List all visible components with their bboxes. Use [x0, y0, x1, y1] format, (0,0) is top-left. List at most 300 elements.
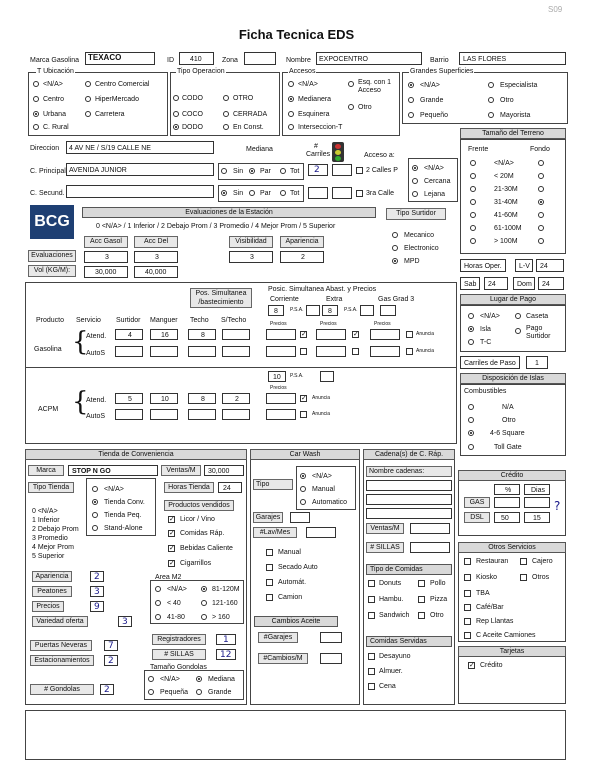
ubicacion-title: T Ubicación — [37, 68, 74, 75]
estac-field[interactable] — [104, 655, 118, 666]
gas-autos-price-2[interactable] — [316, 346, 346, 357]
num-gondolas-value: 2 — [104, 685, 110, 695]
ubicacion-cc-label: Centro Comercial — [95, 81, 150, 88]
tienda-precios-label: Precios — [32, 601, 64, 612]
otros-checkbox[interactable] — [520, 574, 527, 581]
extra-psa-field-2[interactable] — [360, 305, 374, 316]
credito-pct-header — [494, 484, 520, 495]
islas-na-label: N/A — [502, 404, 514, 411]
hambu-checkbox[interactable] — [368, 596, 375, 603]
registr-field[interactable] — [216, 634, 236, 645]
precios-label-2: Precios — [320, 321, 337, 327]
ubicacion-na-label: <N/A> — [43, 81, 63, 88]
carriles-paso-field[interactable] — [526, 356, 548, 369]
accesos-otro-radio[interactable] — [348, 104, 354, 110]
pago-isla-radio[interactable] — [468, 326, 474, 332]
gas-atend-mang-field[interactable] — [150, 329, 178, 340]
gondolas-mediana-radio[interactable] — [196, 676, 202, 682]
apariencia-button[interactable]: Apariencia — [280, 236, 324, 248]
cadenas-nombre-field-1[interactable] — [366, 480, 452, 491]
carwash-manual-label: Manual — [312, 486, 335, 493]
cafe-label: Café/Bar — [476, 604, 504, 611]
acceso-a-cercana-label: Cercana — [424, 178, 451, 185]
principal-field[interactable] — [66, 163, 214, 176]
gasolina-atend-label: Atend. — [86, 333, 107, 340]
islas-sub: Combustibles — [464, 388, 507, 395]
accesos-otro-label: Otro — [358, 104, 372, 111]
acceso-a-cercana-radio[interactable] — [412, 178, 418, 184]
surtidor-mecanico-radio[interactable] — [392, 232, 398, 238]
acceso-a-na-label: <N/A> — [424, 165, 444, 172]
carwash-manual-radio[interactable] — [300, 486, 306, 492]
tarjetas-credito-checkbox[interactable]: ✓ — [469, 662, 475, 669]
gondolas-title: Tamaño Gondolas — [150, 664, 207, 671]
id-value: 410 — [190, 56, 202, 63]
islas-otro-label: Otro — [502, 417, 516, 424]
otros-label: Otros — [532, 574, 550, 581]
acpm-autos-surt-field[interactable] — [115, 409, 143, 420]
credito-gas-dias[interactable] — [524, 497, 550, 508]
superficies-especialista-radio[interactable] — [488, 82, 494, 88]
calles-2p-checkbox[interactable] — [356, 167, 363, 174]
cw-manual-label: Manual — [278, 549, 301, 556]
pago-caseta-radio[interactable] — [515, 313, 521, 319]
superficies-pequeno-label: Pequeño — [420, 112, 449, 119]
pago-tc-label: T-C — [480, 339, 492, 346]
cw-secado-label: Secado Auto — [278, 564, 318, 571]
terreno-fondo-label: Fondo — [530, 146, 550, 153]
gas-autos-price-1[interactable] — [266, 346, 296, 357]
superficies-mayorista-radio[interactable] — [488, 112, 494, 118]
mediana2-sin-radio[interactable] — [221, 190, 227, 196]
area-40-radio[interactable] — [155, 600, 161, 606]
pizza-checkbox[interactable] — [418, 596, 425, 603]
barrio-field[interactable] — [459, 52, 566, 65]
licor-checkbox[interactable]: ✓ — [169, 516, 175, 523]
evaluaciones-scale: 0 <N/A> / 1 Inferior / 2 Debajo Prom / 3 Promedio / 4 Mejor Prom / 5 Superior — [96, 223, 336, 230]
cw-automat-checkbox[interactable] — [266, 579, 273, 586]
cw-camion-checkbox[interactable] — [266, 594, 273, 601]
gas-atend-price-2[interactable] — [316, 329, 346, 340]
eval-visibilidad-field[interactable] — [229, 251, 273, 263]
gas-autos-price-3[interactable] — [370, 346, 400, 357]
ubicacion-urbana-label: Urbana — [43, 111, 66, 118]
lv-value: 24 — [540, 263, 548, 270]
extra-psa-value: 8 — [328, 308, 332, 315]
pollo-checkbox[interactable] — [418, 580, 425, 587]
dom-label-box — [513, 277, 535, 290]
acpm-atend-mang-field[interactable] — [150, 393, 178, 404]
almuer-label: Almuer. — [379, 668, 403, 675]
tienda-apariencia-field[interactable] — [90, 571, 104, 582]
comidas-checkbox[interactable]: ✓ — [169, 530, 175, 537]
sab-label: Sab — [464, 281, 477, 288]
id-field[interactable] — [179, 52, 214, 65]
islas-otro-radio[interactable] — [468, 417, 474, 423]
carriles-paso-label: Carriles de Paso — [464, 360, 516, 367]
gas-atend-surt-field[interactable] — [115, 329, 143, 340]
fondo-radio-3[interactable] — [538, 199, 544, 205]
aceite-camiones-checkbox[interactable] — [464, 632, 471, 639]
carwash-na-radio[interactable] — [300, 473, 306, 479]
islas-toll-radio[interactable] — [468, 444, 474, 450]
notes-box[interactable] — [25, 710, 566, 760]
tienda-scale-0: 0 <N/A> — [32, 508, 58, 515]
gas-autos-anuncia-1[interactable] — [300, 348, 307, 355]
gas-atend-stecho-field[interactable] — [222, 329, 250, 340]
tienda-conv-radio[interactable] — [92, 499, 98, 505]
superficies-na-label: <N/A> — [420, 82, 440, 89]
cw-automat-label: Automát. — [278, 579, 307, 586]
surtidor-mpd-label: MPD — [404, 258, 420, 265]
sab-field[interactable] — [484, 277, 508, 290]
rep-llantas-checkbox[interactable] — [464, 618, 471, 625]
ubicacion-carretera-radio[interactable] — [85, 111, 91, 117]
ubicacion-hiper-radio[interactable] — [85, 96, 91, 102]
gas-autos-techo-field[interactable] — [188, 346, 216, 357]
accesos-esq1-radio[interactable] — [348, 81, 354, 87]
pago-na-label: <N/A> — [480, 313, 500, 320]
cena-checkbox[interactable] — [368, 683, 375, 690]
acceso-a-na-radio[interactable] — [412, 165, 418, 171]
tienda-peatones-field[interactable] — [90, 586, 104, 597]
gas-atend-anuncia-1[interactable]: ✓ — [301, 331, 307, 338]
tienda-peq-radio[interactable] — [92, 512, 98, 518]
acpm-label: ACPM — [38, 406, 59, 413]
zona-field[interactable] — [244, 52, 276, 65]
acpm-atend-surt-field[interactable] — [115, 393, 143, 404]
area-41-label: 41-80 — [167, 614, 185, 621]
sandwich-label: Sandwich — [379, 612, 410, 619]
carwash-tipo-label: Tipo — [253, 479, 293, 490]
garajes-field[interactable] — [290, 512, 310, 523]
credito-dsl-label: DSL — [464, 512, 490, 523]
mediana2-tot-label: Tot — [290, 190, 300, 197]
corr-psa-field-2[interactable] — [306, 305, 320, 316]
donuts-checkbox[interactable] — [368, 580, 375, 587]
pizza-label: Pizza — [430, 596, 448, 603]
superficies-title: Grandes Superficies — [410, 68, 474, 75]
fondo-radio-4[interactable] — [538, 212, 544, 218]
cadenas-nombre-field-2[interactable] — [366, 494, 452, 505]
acpm-psa-field[interactable] — [268, 371, 286, 382]
acpm-autos-stecho-field[interactable] — [222, 409, 250, 420]
marca-label: Marca Gasolina — [30, 57, 80, 64]
acpm-autos-anuncia-label: Anuncia — [312, 411, 331, 417]
surtidor-title: Tipo Surtidor — [386, 208, 446, 220]
frente-radio-3[interactable] — [470, 199, 476, 205]
frente-radio-0[interactable] — [470, 160, 476, 166]
marca-value: TEXACO — [88, 53, 122, 62]
terreno-option-label: <N/A> — [494, 160, 514, 167]
gas-atend-price-1[interactable] — [266, 329, 296, 340]
accesos-intersec-radio[interactable] — [288, 124, 294, 130]
surtidor-electronico-label: Electronico — [404, 245, 439, 252]
pago-na-radio[interactable] — [468, 313, 474, 319]
credito-gas-pct[interactable] — [494, 497, 520, 508]
restauran-checkbox[interactable] — [464, 558, 471, 565]
eval-apariencia-field[interactable] — [280, 251, 324, 263]
eval-acc-gasol-field[interactable] — [84, 251, 128, 263]
tienda-variedad-field[interactable] — [118, 616, 132, 627]
fondo-radio-2[interactable] — [538, 186, 544, 192]
accesos-intersec-label: Interseccion-T — [298, 124, 343, 131]
frente-radio-1[interactable] — [470, 173, 476, 179]
tienda-stand-radio[interactable] — [92, 525, 98, 531]
gas-atend-anuncia-2[interactable]: ✓ — [353, 331, 359, 338]
pago-surtidor-radio[interactable] — [515, 328, 521, 334]
fondo-radio-6[interactable] — [538, 238, 544, 244]
direccion-value: 4 AV NE / S/19 CALLE NE — [69, 145, 151, 152]
acc-del-button[interactable]: Acc Del — [134, 236, 178, 248]
operacion-dodo-label: DODO — [182, 124, 203, 131]
lav-label: #Lav/Mes — [253, 527, 297, 538]
credito-dias-header — [524, 484, 550, 495]
acpm-autos-anuncia[interactable] — [300, 411, 307, 418]
fondo-radio-0[interactable] — [538, 160, 544, 166]
mediana1-sin-label: Sin — [233, 168, 244, 175]
islas-na-radio[interactable] — [468, 404, 474, 410]
cadenas-nombre-field-3[interactable] — [366, 508, 452, 519]
vol-field-1[interactable] — [84, 266, 128, 278]
dom-field[interactable] — [538, 277, 564, 290]
ubicacion-urbana-radio[interactable] — [33, 111, 39, 117]
cadenas-sillas-label: # SILLAS — [366, 542, 404, 553]
gasolina-brace: { — [72, 327, 89, 357]
frente-radio-5[interactable] — [470, 225, 476, 231]
bebidas-checkbox[interactable]: ✓ — [169, 545, 175, 552]
almuer-checkbox[interactable] — [368, 668, 375, 675]
operacion-coco-radio[interactable] — [173, 111, 179, 117]
tienda-apariencia-value: 2 — [94, 572, 100, 582]
tienda-na-radio[interactable] — [92, 486, 98, 492]
mediana2-tot-radio[interactable] — [280, 190, 286, 196]
ubicacion-rural-radio[interactable] — [33, 124, 39, 130]
horas-tienda-value: 24 — [223, 485, 231, 492]
carriles-field-2[interactable] — [332, 164, 352, 176]
mediana1-par-radio[interactable] — [249, 168, 255, 174]
area-na-radio[interactable] — [155, 586, 161, 592]
carriles-field-1[interactable] — [308, 164, 328, 176]
credito-dsl-dias-value: 15 — [533, 515, 541, 522]
fondo-radio-5[interactable] — [538, 225, 544, 231]
acpm-brace: { — [72, 387, 89, 417]
carwash-auto-radio[interactable] — [300, 499, 306, 505]
credito-gas-label: GAS — [464, 497, 490, 508]
mediana1-par-label: Par — [260, 168, 271, 175]
acpm-atend-techo-field[interactable] — [188, 393, 216, 404]
registr-value: 1 — [223, 635, 229, 645]
cadenas-ventas-field[interactable] — [410, 523, 450, 534]
pago-tc-radio[interactable] — [468, 339, 474, 345]
ubicacion-na-radio[interactable] — [33, 81, 39, 87]
carwash-na-label: <N/A> — [312, 473, 332, 480]
mediana1-sin-radio[interactable] — [221, 168, 227, 174]
acceso-a-lejana-radio[interactable] — [412, 191, 418, 197]
tienda-na-label: <N/A> — [104, 486, 124, 493]
frente-radio-4[interactable] — [470, 212, 476, 218]
islas-title: Disposición de Islas — [460, 373, 566, 384]
accesos-esquinera-radio[interactable] — [288, 111, 294, 117]
tienda-ventas-field[interactable] — [204, 465, 244, 476]
area-121-radio[interactable] — [201, 600, 207, 606]
gas-autos-mang-field[interactable] — [150, 346, 178, 357]
acpm-atend-anuncia[interactable]: ✓ — [301, 395, 307, 402]
tienda-precios-field[interactable] — [90, 601, 104, 612]
operacion-otro-label: OTRO — [233, 95, 254, 102]
gas-atend-techo-field[interactable] — [188, 329, 216, 340]
sandwich-checkbox[interactable] — [368, 612, 375, 619]
islas-toll-label: Toll Gate — [494, 444, 522, 451]
estac-value: 2 — [108, 656, 114, 666]
tba-checkbox[interactable] — [464, 590, 471, 597]
gondolas-na-radio[interactable] — [148, 676, 154, 682]
gas-autos-anuncia-2[interactable] — [352, 348, 359, 355]
ubicacion-carretera-label: Carretera — [95, 111, 125, 118]
corr-psa-field[interactable] — [268, 305, 284, 316]
gas-atend-anuncia-3[interactable] — [406, 331, 413, 338]
desayuno-checkbox[interactable] — [368, 653, 375, 660]
acc-gasol-button[interactable]: Acc Gasol — [84, 236, 128, 248]
vol-label-button: Vol (KG/M): — [28, 265, 76, 277]
acpm-autos-mang-field[interactable] — [150, 409, 178, 420]
tienda-sillas-value: 12 — [220, 650, 232, 660]
ubicacion-cc-radio[interactable] — [85, 81, 91, 87]
operacion-dodo-radio[interactable] — [173, 124, 179, 130]
acpm-atend-techo-value: 8 — [201, 396, 205, 403]
tienda-peq-label: Tienda Peq. — [104, 512, 142, 519]
acpm-psa-field-2[interactable] — [320, 371, 334, 382]
gas-autos-stecho-field[interactable] — [222, 346, 250, 357]
cajero-checkbox[interactable] — [520, 558, 527, 565]
mediana2-par-radio[interactable] — [249, 190, 255, 196]
num-gondolas-field[interactable] — [100, 684, 114, 695]
mediana1-tot-radio[interactable] — [280, 168, 286, 174]
surtidor-mpd-radio[interactable] — [392, 258, 398, 264]
aceite-camiones-label: C Aceite Camiones — [476, 632, 536, 639]
corner-mark: S09 — [548, 5, 563, 14]
precios-label-1: Precios — [270, 321, 287, 327]
acpm-autos-price[interactable] — [266, 409, 296, 420]
eval-acc-del-field[interactable] — [134, 251, 178, 263]
tienda-peatones-label: Peatones — [32, 586, 72, 597]
area-160-radio[interactable] — [201, 614, 207, 620]
superficies-na-radio[interactable] — [408, 82, 414, 88]
area-81-radio[interactable] — [201, 586, 207, 592]
gas-atend-price-3[interactable] — [370, 329, 400, 340]
lv-label-box — [515, 259, 533, 272]
operacion-codo-radio[interactable] — [173, 95, 179, 101]
superficies-otro-radio[interactable] — [488, 97, 494, 103]
cigarrillos-checkbox[interactable]: ✓ — [169, 560, 175, 567]
cambios-mes-field[interactable] — [320, 653, 342, 664]
accesos-medianera-radio[interactable] — [288, 96, 294, 102]
credito-dsl-dias[interactable] — [524, 512, 550, 523]
calles-3ra-checkbox[interactable] — [356, 190, 363, 197]
accesos-na-radio[interactable] — [288, 81, 294, 87]
credito-pct-label: % — [505, 487, 512, 494]
horas-oper-label-box — [460, 259, 506, 272]
secundaria-field[interactable] — [66, 185, 214, 198]
tienda-sillas-field[interactable] — [216, 649, 236, 660]
acpm-atend-stecho-value: 2 — [235, 396, 239, 403]
operacion-coco-label: COCO — [182, 111, 203, 118]
direccion-field[interactable] — [66, 141, 214, 154]
corr-psa-value: 8 — [274, 308, 278, 315]
fondo-radio-1[interactable] — [538, 173, 544, 179]
cambios-title: Cambios Aceite — [254, 616, 338, 627]
credito-question-mark: ? — [554, 499, 561, 513]
horas-tienda-field[interactable] — [218, 482, 242, 493]
gondolas-grande-radio[interactable] — [196, 689, 202, 695]
carriles-field-3[interactable] — [308, 187, 328, 199]
calles-2p-label: 2 Calles P — [366, 167, 398, 174]
tienda-scale-1: 1 Inferior — [32, 517, 60, 524]
superficies-grande-radio[interactable] — [408, 97, 414, 103]
ubicacion-centro-radio[interactable] — [33, 96, 39, 102]
acpm-atend-price[interactable] — [266, 393, 296, 404]
gas-autos-surt-field[interactable] — [115, 346, 143, 357]
posic-simul-label: Posic. Simultanea Abast. y Precios — [268, 286, 377, 293]
operacion-otro-radio[interactable] — [223, 95, 229, 101]
acpm-autos-techo-field[interactable] — [188, 409, 216, 420]
area-41-radio[interactable] — [155, 614, 161, 620]
frente-radio-6[interactable] — [470, 238, 476, 244]
dom-label: Dom — [517, 281, 532, 288]
islas-square-radio[interactable] — [468, 430, 474, 436]
lv-field[interactable] — [536, 259, 564, 272]
cafe-checkbox[interactable] — [464, 604, 471, 611]
gas-autos-anuncia-3[interactable] — [406, 348, 413, 355]
operacion-cerrada-radio[interactable] — [223, 111, 229, 117]
operacion-const-radio[interactable] — [223, 124, 229, 130]
cw-manual-checkbox[interactable] — [266, 549, 273, 556]
credito-dsl-pct[interactable] — [494, 512, 520, 523]
traffic-light-icon — [332, 142, 344, 162]
registr-label: Registradores — [152, 634, 206, 645]
nombre-field[interactable] — [316, 52, 422, 65]
visibilidad-button[interactable]: Visibilidad — [229, 236, 273, 248]
gondolas-pequena-radio[interactable] — [148, 689, 154, 695]
extra-psa-field[interactable] — [322, 305, 338, 316]
superficies-pequeno-radio[interactable] — [408, 112, 414, 118]
vol-field-2[interactable] — [134, 266, 178, 278]
frente-radio-2[interactable] — [470, 186, 476, 192]
tienda-scale-4: 4 Mejor Prom — [32, 544, 75, 551]
kiosko-checkbox[interactable] — [464, 574, 471, 581]
acpm-atend-stecho-field[interactable] — [222, 393, 250, 404]
operacion-codo-label: CODO — [182, 95, 203, 102]
surtidor-electronico-radio[interactable] — [392, 245, 398, 251]
form-title: Ficha Tecnica EDS — [238, 27, 355, 42]
carriles-field-4[interactable] — [332, 187, 352, 199]
gas-psa-field[interactable] — [380, 305, 396, 316]
evaluaciones-button[interactable]: Evaluaciones — [28, 250, 76, 262]
otro-comida-checkbox[interactable] — [418, 612, 425, 619]
neveras-field[interactable] — [104, 640, 118, 651]
carriles-value-1: 2 — [314, 165, 320, 175]
cambios-garajes-field[interactable] — [320, 632, 342, 643]
cw-secado-checkbox[interactable] — [266, 564, 273, 571]
tienda-marca-field[interactable] — [68, 465, 158, 476]
gas-atend-surt-value: 4 — [128, 332, 132, 339]
lav-field[interactable] — [306, 527, 336, 538]
islas-square-label: 4-6 Square — [490, 430, 525, 437]
cadenas-sillas-field[interactable] — [410, 542, 450, 553]
hambu-label: Hambu. — [379, 596, 404, 603]
licor-label: Licor / Vino — [180, 516, 215, 523]
marca-field[interactable] — [85, 52, 155, 65]
